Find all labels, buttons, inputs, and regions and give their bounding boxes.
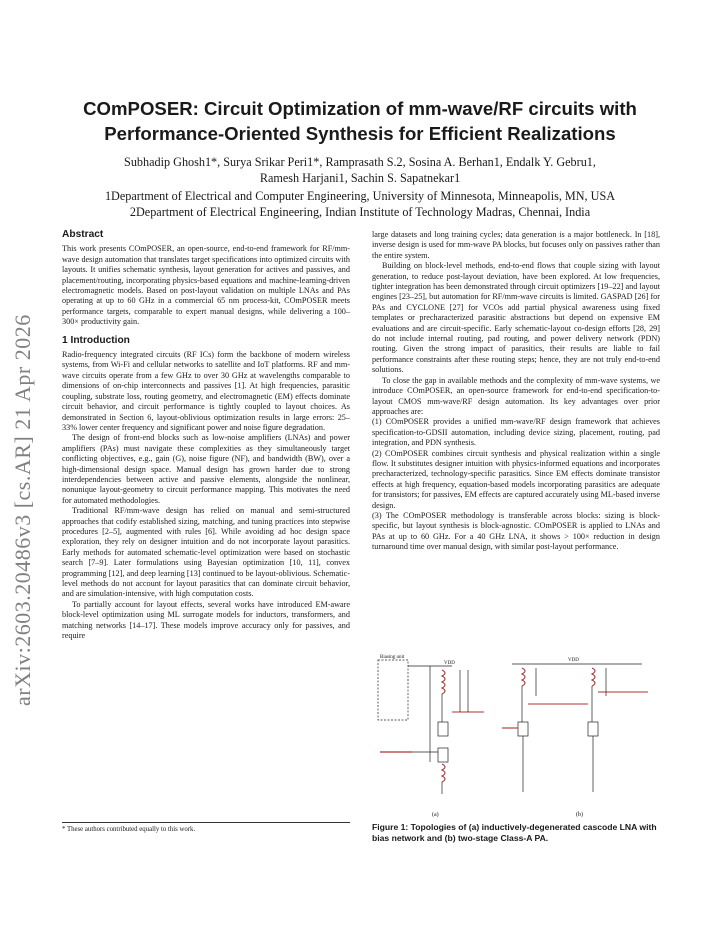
lna-schematic xyxy=(378,660,484,794)
figure-1-schematics xyxy=(372,652,660,820)
introduction-heading: 1 Introduction xyxy=(62,334,130,346)
intro-paragraph-1: Radio-frequency integrated circuits (RF ICs) form the backbone of modern wireless systems, from Wi-Fi and cellular networks to satellite and IoT platforms. RF and mm-wave circuits operate from a few GHz to over 30 GHz at wavelengths comparable to dimensions of on-chip interconnects and passives [1]. At high frequencies, parasitic coupling, substrate loss, routing geometry, and electromagnetic (EM) effects dominate circuit behavior, and circuit performance is tightly coupled to layout choices. As demonstrated in Section 6, layout-oblivious optimization results in large errors: 25–33% lower center frequency and significant power and noise figure degradation. xyxy=(62,350,350,432)
right-column xyxy=(372,230,660,553)
intro-paragraph-3: Traditional RF/mm-wave design has relied on manual and semi-structured approaches that codify established sizing, matching, and tuning practices into stepwise procedures [2–5], augmented with rules [6]. While avoiding ad hoc design space exploration, they rely on designer intuition and do not incorporate layout parasitics. Early methods for automated schematic-level optimization were based on stochastic search [7–9]. Later formulations using Bayesian optimization [10, 11], convex programming [12], and deep learning [13] continued to be layout-oblivious. Schematic-level methods do not account for layout parasitics that can dominate circuit behavior, and are simulation-intensive, with high computation costs. xyxy=(62,506,350,599)
right-paragraph-3: To close the gap in available methods and the complexity of mm-wave systems, we introduce COmPOSER, an open-source framework for end-to-end specification-to-layout CMOS mm-wave/RF design automation. Its key advantages over prior approaches are: xyxy=(372,375,660,416)
title-line-1: COmPOSER: Circuit Optimization of mm-wave/RF circuits with xyxy=(83,98,637,119)
lna-vdd-label: VDD xyxy=(444,661,455,666)
figure-1-caption: Figure 1: Topologies of (a) inductively-degenerated cascode LNA with bias network and (b) two-stage Class-A PA. xyxy=(372,822,657,843)
abstract-heading: Abstract xyxy=(62,229,104,240)
contribution-2: (2) COmPOSER combines circuit synthesis and physical realization within a single flow. It substitutes designer intuition with physics-informed equations and incorporates precharacterized, technology-specific parasitics. Since EM effects dominate transistor effects at high frequency, equation-based models incorporating parasitics are adequate for transistors; for passives, EM effects are captured accurately using ML-based inverse design. xyxy=(372,448,660,510)
intro-paragraph-4: To partially account for layout effects, several works have introduced EM-aware block-level optimization using ML surrogate models for inductors, transformers, and matching networks [14–17]. These models improve accuracy only for passives, and require xyxy=(62,599,350,641)
intro-paragraph-2: The design of front-end blocks such as low-noise amplifiers (LNAs) and power amplifiers (PAs) must navigate these complexities as they simultaneously target conflicting objectives, e.g., gain (G), noise figure (NF), and bandwidth (BW), over a high-dimensional design space. Manual design has grown harder due to strong interdependencies between active and passive elements, alongside the nonlinear, nonunique layout-geometry to circuit performance mapping. This motivates the need for automated methodologies. xyxy=(62,433,350,505)
right-paragraph-1: large datasets and long training cycles; data generation is a major bottleneck. In [18], inverse design is used for mm-wave PA blocks, but focuses only on passives rather than the entire system. xyxy=(372,230,660,260)
affiliations xyxy=(70,188,650,220)
figure-label-b: (b) xyxy=(576,812,583,818)
left-column xyxy=(62,230,350,641)
paper-title xyxy=(60,96,660,146)
pa-schematic xyxy=(502,664,648,792)
bias-unit-label: Biasing unit xyxy=(380,655,405,660)
pa-vdd-label: VDD xyxy=(568,658,579,663)
author-list xyxy=(70,154,650,186)
affiliation-2: 2Department of Electrical Engineering, Indian Institute of Technology Madras, Chennai, India xyxy=(129,205,591,219)
authors-line-1: Subhadip Ghosh1*, Surya Srikar Peri1*, Ramprasath S.2, Sosina A. Berhan1, Endalk Y. Gebru1, xyxy=(124,155,596,169)
affiliation-1: 1Department of Electrical and Computer Engineering, University of Minnesota, Minneapolis, MN, USA xyxy=(104,189,616,203)
figure-label-a: (a) xyxy=(432,812,439,818)
authors-line-2: Ramesh Harjani1, Sachin S. Sapatnekar1 xyxy=(259,171,461,185)
arxiv-identifier: arXiv:2603.20486v3 [cs.AR] 21 Apr 2026 xyxy=(10,314,35,706)
contribution-1: (1) COmPOSER provides a unified mm-wave/RF design framework that achieves specification-to-GDSII automation, including device sizing, placement, routing, pad integration, and PDN synthesis. xyxy=(372,417,660,448)
title-line-2: Performance-Oriented Synthesis for Efficient Realizations xyxy=(104,123,616,144)
equal-contribution-footnote: * These authors contributed equally to this work. xyxy=(62,822,350,833)
right-paragraph-2: Building on block-level methods, end-to-end flows that couple sizing with layout generation, to reduce post-layout deviation, have been explored. At low frequencies, tighter integration has been demonstrated through circuit optimizers [19–22] and layout engines [23–25], but automation for RF/mm-wave circuits is limited. GASPAD [26] for PAs and CYCLONE [27] for VCOs add partial physical awareness using fixed templates or precharacterized parasitic abstractions but depend on expensive EM evaluations and are circuit-specific. Early schematic-layout co-design efforts [28, 29] do not include internal routing, pad routing, and power delivery network (PDN) routing. Given the strong impact of parasitics, their results are liable to fail performance constraints after these routing steps; hence, they are not truly end-to-end solutions. xyxy=(372,261,660,375)
contribution-3: (3) The COmPOSER methodology is transferable across blocks: sizing is block-specific, but layout synthesis is block-agnostic. COmPOSER is applied to LNAs and PAs at up to 60 GHz. For a 40 GHz LNA, it shows > 100× reduction in design turnaround time over manual design, with similar post-layout performance. xyxy=(372,510,660,552)
abstract-text: This work presents COmPOSER, an open-source, end-to-end framework for RF/mm-wave design automation that translates target specifications into optimized circuits with layouts. It unifies schematic synthesis, layout generation for actives and passives, and placement/routing, incorporating physics-based equations and machine-learning-driven electromagnetic models. Based on post-layout validation on multiple LNAs and PAs operating at up to 60 GHz in a commercial 65 nm process-kit, COmPOSER meets performance targets, comparable to expert manual designs, while delivering a 100–300× productivity gain. xyxy=(62,244,350,327)
